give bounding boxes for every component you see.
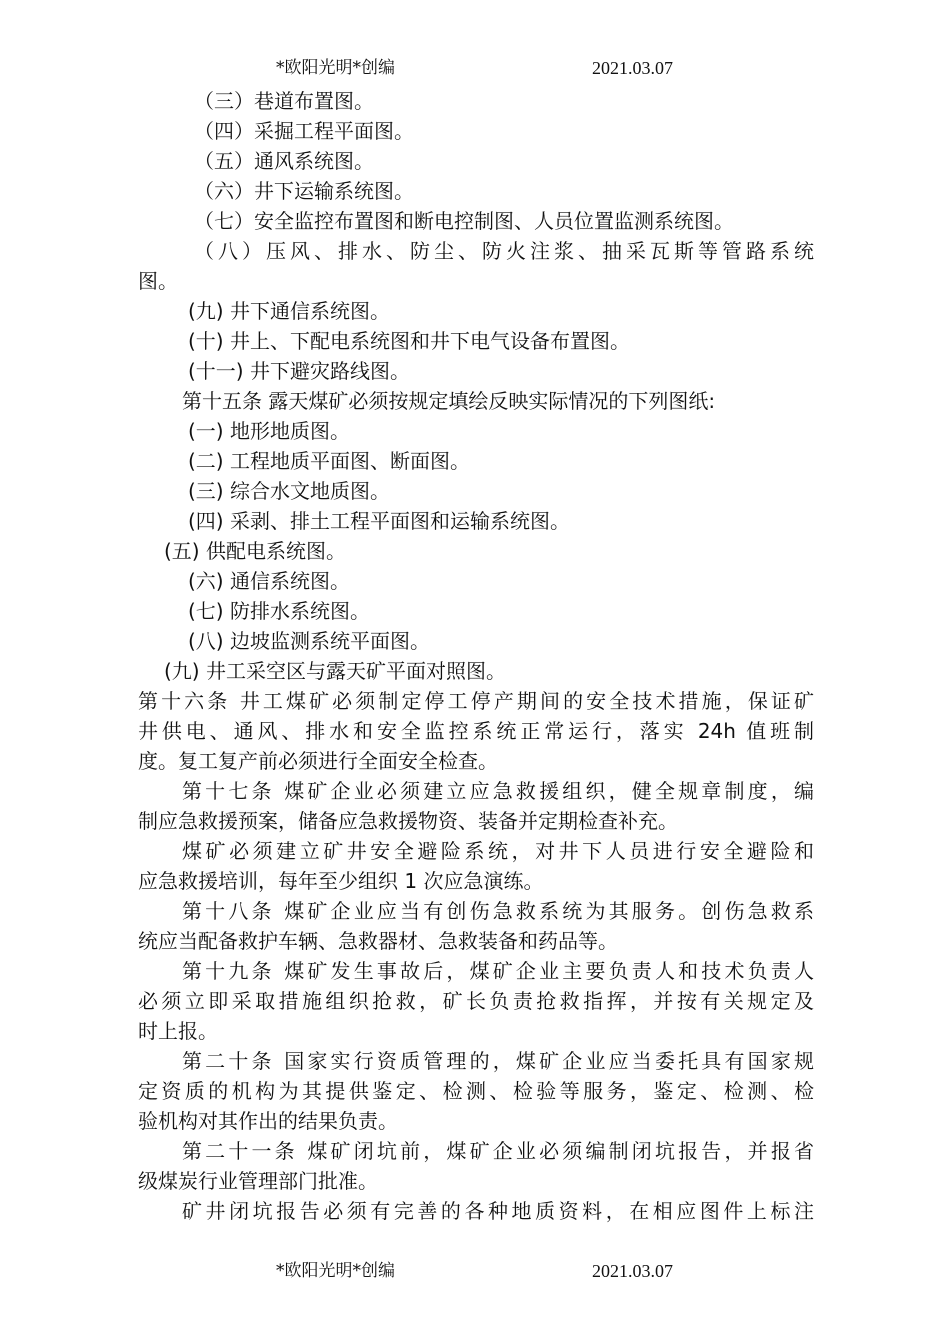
header-author: *欧阳光明*创编 xyxy=(276,58,395,78)
text-line: 图。 xyxy=(138,269,178,293)
page-header xyxy=(0,55,950,81)
text-line: 统应当配备救护车辆、急救器材、急救装备和药品等。 xyxy=(138,929,618,953)
text-line: (十一) 井下避灾路线图。 xyxy=(188,359,410,383)
text-line: (十) 井上、下配电系统图和井下电气设备布置图。 xyxy=(188,329,630,353)
text-line: 必须立即采取措施组织抢救，矿长负责抢救指挥，并按有关规定及 xyxy=(138,989,814,1013)
text-line: 第二十条 国家实行资质管理的，煤矿企业应当委托具有国家规 xyxy=(182,1049,814,1073)
text-line: 第十七条 煤矿企业必须建立应急救援组织，健全规章制度，编 xyxy=(182,779,814,803)
text-line: (三) 综合水文地质图。 xyxy=(188,479,390,503)
footer-date: 2021.03.07 xyxy=(592,1261,673,1281)
text-line: (七) 防排水系统图。 xyxy=(188,599,370,623)
text-line: (八) 边坡监测系统平面图。 xyxy=(188,629,430,653)
text-line: (九) 井工采空区与露天矿平面对照图。 xyxy=(164,659,506,683)
text-line: 验机构对其作出的结果负责。 xyxy=(138,1109,398,1133)
text-line: （七）安全监控布置图和断电控制图、人员位置监测系统图。 xyxy=(194,209,734,233)
text-line: 制应急救援预案，储备应急救援物资、装备并定期检查补充。 xyxy=(138,809,678,833)
text-line: 第十六条 井工煤矿必须制定停工停产期间的安全技术措施，保证矿 xyxy=(138,689,814,713)
text-line: 第十八条 煤矿企业应当有创伤急救系统为其服务。创伤急救系 xyxy=(182,899,814,923)
text-line: （五）通风系统图。 xyxy=(194,149,374,173)
text-line: 应急救援培训，每年至少组织 1 次应急演练。 xyxy=(138,869,544,893)
header-date: 2021.03.07 xyxy=(592,58,673,78)
text-line: (九) 井下通信系统图。 xyxy=(188,299,390,323)
text-line: （八）压风、排水、防尘、防火注浆、抽采瓦斯等管路系统 xyxy=(194,239,814,263)
text-line: 第十五条 露天煤矿必须按规定填绘反映实际情况的下列图纸: xyxy=(182,389,716,413)
text-line: 煤矿必须建立矿井安全避险系统，对井下人员进行安全避险和 xyxy=(182,839,814,863)
text-line: 度。复工复产前必须进行全面安全检查。 xyxy=(138,749,498,773)
footer-author: *欧阳光明*创编 xyxy=(276,1261,395,1281)
text-line: (六) 通信系统图。 xyxy=(188,569,350,593)
text-line: 矿井闭坑报告必须有完善的各种地质资料，在相应图件上标注 xyxy=(182,1199,814,1223)
text-line: (一) 地形地质图。 xyxy=(188,419,350,443)
text-line: （四）采掘工程平面图。 xyxy=(194,119,414,143)
text-line: 第十九条 煤矿发生事故后，煤矿企业主要负责人和技术负责人 xyxy=(182,959,814,983)
text-line: （三）巷道布置图。 xyxy=(194,89,374,113)
text-line: (二) 工程地质平面图、断面图。 xyxy=(188,449,470,473)
text-line: 第二十一条 煤矿闭坑前，煤矿企业必须编制闭坑报告，并报省 xyxy=(182,1139,814,1163)
page-footer xyxy=(0,1258,950,1284)
text-line: (五) 供配电系统图。 xyxy=(164,539,346,563)
text-line: (四) 采剥、排土工程平面图和运输系统图。 xyxy=(188,509,570,533)
text-line: 井供电、通风、排水和安全监控系统正常运行，落实 24h 值班制 xyxy=(138,719,814,743)
text-line: 时上报。 xyxy=(138,1019,218,1043)
text-line: 定资质的机构为其提供鉴定、检测、检验等服务，鉴定、检测、检 xyxy=(138,1079,814,1103)
text-line: 级煤炭行业管理部门批准。 xyxy=(138,1169,378,1193)
text-line: （六）井下运输系统图。 xyxy=(194,179,414,203)
